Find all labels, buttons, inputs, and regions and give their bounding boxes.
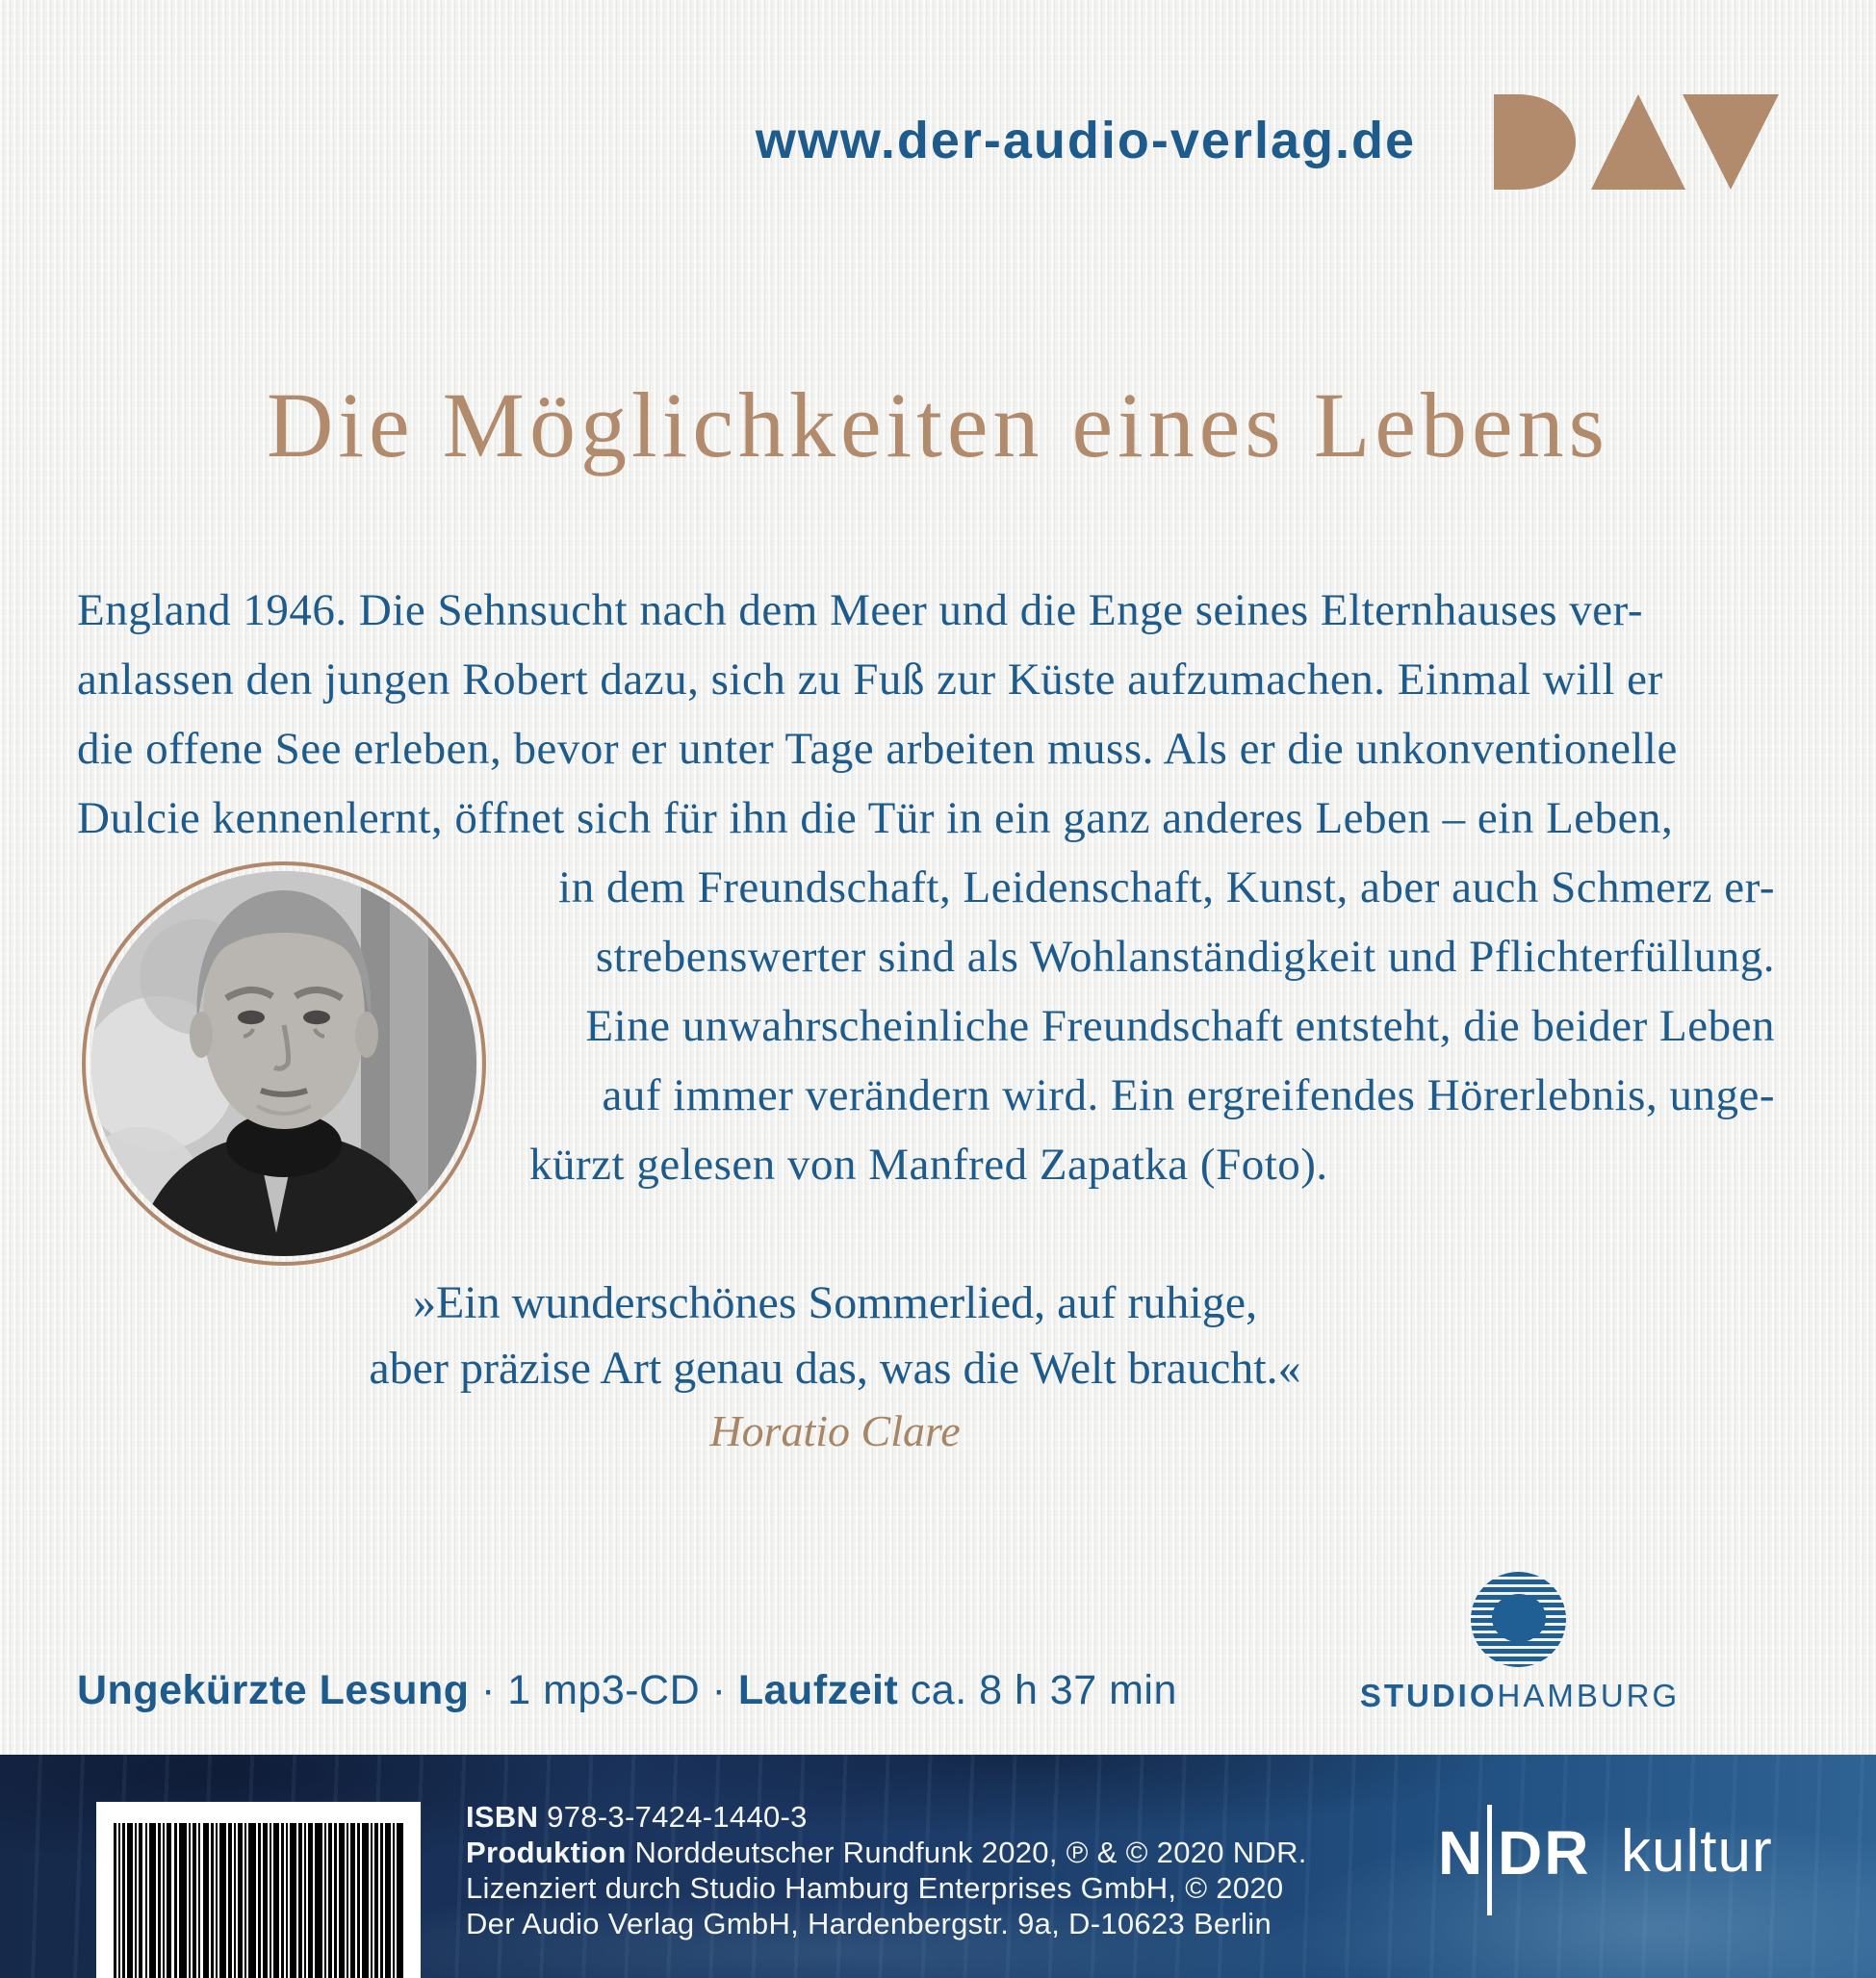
description-line: England 1946. Die Sehnsucht nach dem Meer und die Enge seines Elternhauses ver- [77, 585, 1643, 635]
isbn-label: ISBN [466, 1800, 539, 1834]
isbn-value: 978-3-7424-1440-3 [538, 1800, 808, 1834]
description-line: die offene See erleben, bevor er unter Tage arbeiten muss. Als er die unkonventionelle [77, 724, 1678, 774]
media-type: 1 mp3-CD [507, 1667, 701, 1713]
specs-separator: · [700, 1667, 738, 1713]
description-line: in dem Freundschaft, Leidenschaft, Kunst, aber auch Schmerz er- [558, 862, 1775, 912]
description-line: Dulcie kennenlernt, öffnet sich für ihn die Tür in ein ganz anderes Leben – ein Leben, [77, 793, 1674, 843]
barcode [96, 1802, 421, 1978]
specs-separator: · [469, 1667, 508, 1713]
quote-attribution: Horatio Clare [709, 1406, 961, 1455]
description-line: Eine unwahrscheinliche Freundschaft entsteht, die beider Leben [585, 1001, 1775, 1051]
studio-hamburg-logo [1327, 1680, 1712, 1711]
imprint-block [466, 1799, 1307, 1941]
ndr-logo-n: N [1438, 1818, 1484, 1888]
studio-hamburg-globe-icon [1471, 1572, 1566, 1667]
produktion-label: Produktion [466, 1836, 627, 1869]
description-line: strebenswerter sind als Wohlanständigkeit und Pflichterfüllung. [595, 932, 1775, 982]
press-quote-line: aber präzise Art genau das, was die Welt braucht.« [369, 1343, 1301, 1394]
publisher-address-line: Der Audio Verlag GmbH, Hardenbergstr. 9a, D-10623 Berlin [466, 1907, 1272, 1940]
produktion-value: Norddeutscher Rundfunk 2020, ℗ & © 2020 NDR. [626, 1836, 1307, 1869]
press-quote-line: »Ein wunderschönes Sommerlied, auf ruhige, [412, 1277, 1258, 1328]
dav-logo-icon [1494, 94, 1779, 194]
ndr-kultur-label: kultur [1621, 1818, 1773, 1885]
description-line: anlassen den jungen Robert dazu, sich zu Fuß zur Küste aufzumachen. Einmal will er [77, 655, 1663, 705]
narrator-portrait-image [91, 871, 476, 1256]
produktion-line [466, 1835, 1307, 1870]
license-line: Lizenziert durch Studio Hamburg Enterprises GmbH, © 2020 [466, 1871, 1284, 1905]
hamburg-label: HAMBURG [1497, 1678, 1681, 1713]
description-line: kürzt gelesen von Manfred Zapatka (Foto). [529, 1140, 1328, 1190]
narrator-photo [82, 861, 486, 1266]
format-label: Ungekürzte Lesung [77, 1667, 470, 1713]
isbn-line [466, 1799, 1307, 1835]
page-title: Die Möglichkeiten eines Lebens [267, 373, 1609, 476]
studio-hamburg-globe-core [1492, 1594, 1546, 1642]
runtime-value: ca. 8 h 37 min [898, 1667, 1177, 1713]
ndr-logo-dr: DR [1498, 1818, 1591, 1888]
runtime-label: Laufzeit [737, 1667, 899, 1713]
publisher-url: www.der-audio-verlag.de [755, 112, 1416, 169]
edition-specs [77, 1667, 1177, 1713]
studio-label: STUDIO [1359, 1678, 1498, 1713]
ndr-antenna-icon [1487, 1805, 1492, 1915]
description-line: auf immer verändern wird. Ein ergreifendes Hörerlebnis, unge- [602, 1070, 1775, 1120]
